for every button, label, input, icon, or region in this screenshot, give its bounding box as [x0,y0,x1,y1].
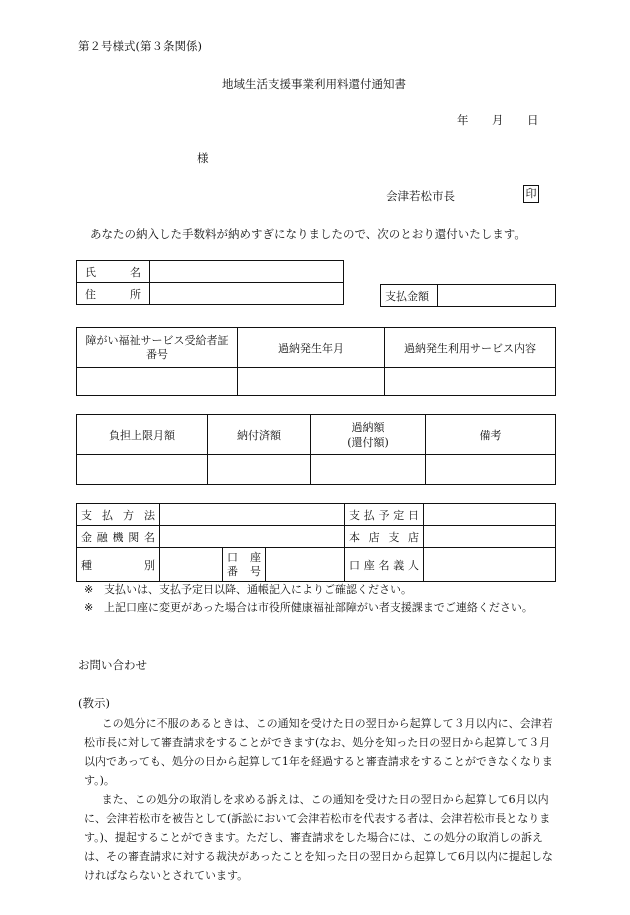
note-item: ※ 上記口座に変更があった場合は市役所健康福祉部障がい者支援課までご連絡ください。 [84,601,533,614]
inquiry-label: お問い合わせ [78,658,147,672]
scheduled-date-field[interactable] [424,504,556,526]
branch-label: 本店支店 [349,530,419,544]
header-overpayment-service: 過納発生利用サービス内容 [385,328,556,368]
payment-table [76,503,556,582]
paid-amount-cell[interactable] [208,455,311,485]
payment-amount-table [380,284,556,307]
overpayment-service-cell[interactable] [385,368,556,396]
branch-field[interactable] [424,526,556,548]
overpayment-month-cell[interactable] [238,368,385,396]
address-field[interactable] [150,283,344,305]
notes [84,581,554,617]
header-overpayment-month: 過納発生年月 [238,328,385,368]
account-type-field[interactable] [160,548,223,582]
remarks-cell[interactable] [426,455,556,485]
account-holder-field[interactable] [424,548,556,582]
address-label: 住 所 [85,287,141,301]
service-table [76,327,556,396]
instruction-heading: (教示) [78,696,110,710]
refund-table [76,414,556,485]
payment-amount-field[interactable] [438,285,556,307]
issuer: 会津若松市長 [386,189,455,203]
name-address-table [76,260,344,305]
scheduled-date-label: 支払予定日 [349,508,419,522]
header-remarks: 備考 [426,415,556,455]
bank-name-field[interactable] [160,526,345,548]
header-monthly-cap: 負担上限月額 [77,415,208,455]
overpaid-amount-cell[interactable] [311,455,426,485]
header-paid-amount: 納付済額 [208,415,311,455]
monthly-cap-cell[interactable] [77,455,208,485]
date-day-label: 日 [527,113,539,127]
instruction-paragraph-2: また、この処分の取消しを求める訴えは、この通知を受けた日の翌日から起算して6月以内に、会津若松市を被告として(訴訟において会津若松市を代表する者は、会津若松市長となります。)、提起することができます。ただし、審査請求をした場合には、この処分の取消しの訴えは、その審査請求に対する裁決があったことを知った日の翌日から起算して6月以内に提起しなければならないとされています。 [84,793,553,882]
header-certificate-number: 障がい福祉サービス受給者証番号 [77,328,238,368]
note-item: ※ 支払いは、支払予定日以降、通帳記入によりご確認ください。 [84,583,412,596]
account-number-label: 口座 番号 [223,548,266,582]
intro-text: あなたの納入した手数料が納めすぎになりましたので、次のとおり還付いたします。 [90,227,526,241]
bank-name-label: 金融機関名 [81,530,155,544]
form-number: 第２号様式(第３条関係) [78,39,202,53]
account-type-label: 種 別 [81,558,155,572]
name-label: 氏 名 [85,265,141,279]
document-title: 地域生活支援事業利用料還付通知書 [222,77,406,91]
certificate-number-cell[interactable] [77,368,238,396]
payment-amount-label: 支払金額 [381,285,438,307]
recipient-suffix: 様 [197,151,209,165]
header-overpaid-amount: 過納額 (還付額) [311,415,426,455]
account-number-field[interactable] [266,548,345,582]
account-holder-label: 口座名義人 [349,558,419,572]
payment-method-label: 支払方法 [81,508,155,522]
instruction-paragraph-1: この処分に不服のあるときは、この通知を受けた日の翌日から起算して３月以内に、会津若松市長に対して審査請求をすることができます(なお、処分を知った日の翌日から起算して３月以内であっても、処分の日から起算して1年を経過すると審査請求をすることができなくなります。)。 [84,717,553,787]
payment-method-field[interactable] [160,504,345,526]
name-field[interactable] [150,261,344,283]
date-year-label: 年 [457,113,469,127]
seal-mark: 印 [523,185,539,203]
date-month-label: 月 [492,113,504,127]
